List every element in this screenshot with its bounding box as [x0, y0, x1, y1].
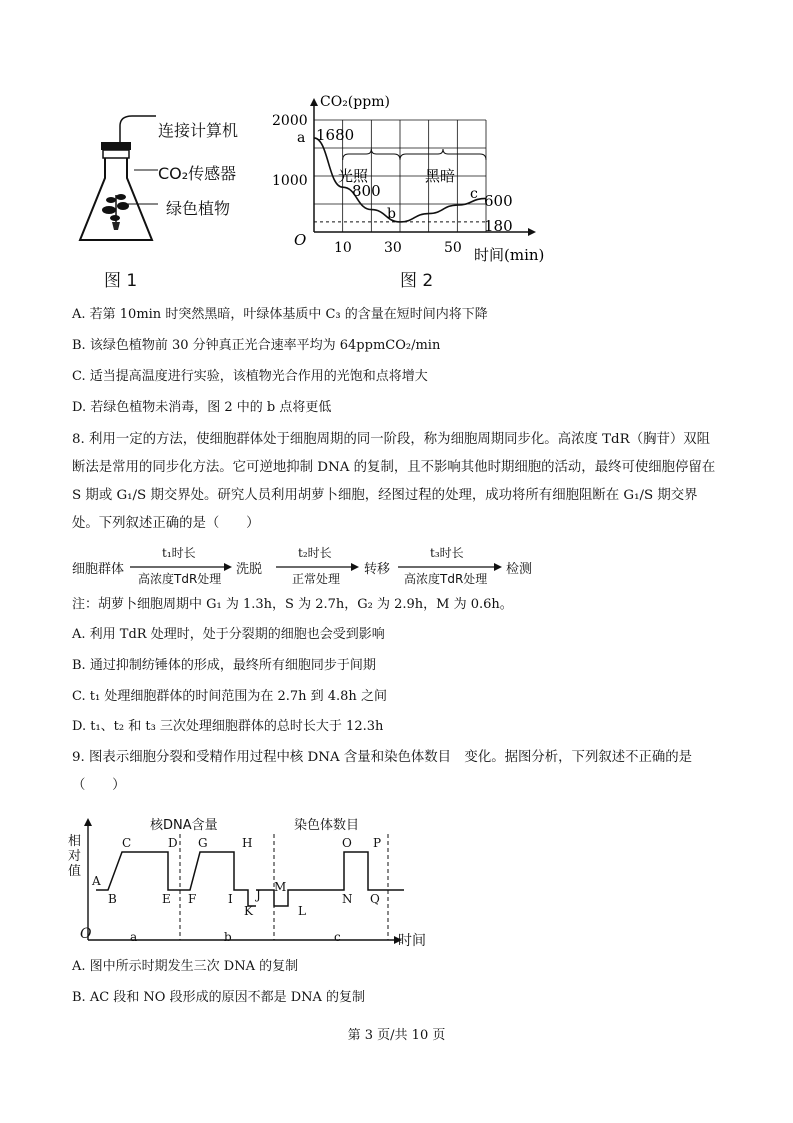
point-label: B [108, 892, 117, 906]
phase-label: c [334, 930, 341, 944]
q9-stem: 9. 图表示细胞分裂和受精作用过程中核 DNA 含量和染色体数目 变化。据图分析，下列叙述不正确的是（ ） [72, 750, 693, 793]
point-label: I [228, 892, 233, 906]
figure-2 [270, 92, 560, 282]
y-axis-title: 相对值 [68, 834, 82, 879]
q8-flow-diagram [72, 546, 542, 586]
flow-step-detect: 检测 [506, 562, 533, 577]
flow-arrow-1-bottom: 高浓度TdR处理 [138, 572, 222, 586]
sensor-label: CO₂传感器 [158, 164, 237, 183]
plant-label: 绿色植物 [166, 199, 231, 218]
flow-step-cells: 细胞群体 [72, 562, 125, 577]
y-tick-2000: 2000 [272, 113, 308, 129]
point-label: Q [370, 892, 380, 906]
value-800-label: 800 [352, 182, 381, 200]
x-tick-30: 30 [384, 240, 402, 256]
q9-option-a: A. 图中所示时期发生三次 DNA 的复制 [72, 959, 299, 974]
dna-title: 核DNA含量 [150, 818, 218, 833]
x-tick-10: 10 [334, 240, 352, 256]
q8-option-b: B. 通过抑制纺锤体的形成，最终所有细胞同步于间期 [72, 658, 376, 673]
point-label: E [162, 892, 171, 906]
x-axis-arrow [528, 228, 536, 236]
point-c-label: c [470, 186, 478, 202]
x-axis-title: 时间 [398, 933, 426, 949]
origin-label: O [80, 926, 92, 942]
point-label: O [342, 836, 352, 850]
q9-chart [68, 812, 448, 952]
q7-option-a: A. 若第 10min 时突然黑暗，叶绿体基质中 C₃ 的含量在短时间内将下降 [72, 307, 488, 322]
page-footer: 第 3 页/共 10 页 [347, 1028, 446, 1043]
point-label: A [92, 874, 101, 888]
figure-1-caption: 图 1 [104, 271, 138, 291]
flow-arrow-1-top: t₁时长 [162, 546, 196, 560]
point-label: J [256, 888, 261, 902]
x-axis-title: 时间(min) [474, 246, 545, 264]
dark-label: 黑暗 [425, 167, 456, 185]
flow-step-wash: 洗脱 [236, 562, 263, 577]
flow-arrow-3-bottom: 高浓度TdR处理 [404, 572, 488, 586]
flow-arrow-3-top: t₃时长 [430, 546, 464, 560]
q8-option-c: C. t₁ 处理细胞群体的时间范围为在 2.7h 到 4.8h 之间 [72, 689, 387, 704]
y-tick-1000: 1000 [272, 173, 308, 189]
point-label: D [168, 836, 178, 850]
point-label: C [122, 836, 132, 850]
dark-brace [400, 149, 486, 160]
co2-chart [270, 92, 560, 272]
y-axis-title: CO₂(ppm) [320, 94, 390, 110]
figure-2-caption: 图 2 [400, 271, 434, 291]
q7-option-c: C. 适当提高温度进行实验，该植物光合作用的光饱和点将增大 [72, 369, 428, 384]
value-1680-label: 1680 [316, 126, 355, 144]
flow-arrow-2-top: t₂时长 [298, 546, 332, 560]
point-label: H [242, 836, 253, 850]
point-label: L [298, 904, 306, 918]
point-label: K [244, 904, 253, 918]
y-axis-arrow [310, 98, 318, 106]
q8-stem: 8. 利用一定的方法，使细胞群体处于细胞周期的同一阶段，称为细胞周期同步化。高浓度 TdR（胸苷）双阻断法是常用的同步化方法。它可逆地抑制 DNA 的复制，且不影响其他时期细胞的活动，最终可使细胞停留在 S 期或 G₁/S 期交界处。研究人员利用胡萝卜细胞，经图过程的处理，成功将所有细胞阻断在 G₁/S 期交界处。下列叙述正确的是（ ） [72, 432, 716, 531]
point-label: F [188, 892, 197, 906]
chromosome-curve [256, 852, 404, 906]
figure-1 [60, 100, 270, 290]
computer-label: 连接计算机 [158, 121, 239, 140]
flow-step-transfer: 转移 [364, 562, 391, 577]
point-b-label: b [387, 206, 396, 222]
point-label: N [342, 892, 353, 906]
point-label: M [274, 880, 287, 894]
value-600-label: 600 [484, 192, 513, 210]
q9-option-b: B. AC 段和 NO 段形成的原因不都是 DNA 的复制 [72, 990, 366, 1005]
q7-option-d: D. 若绿色植物未消毒，图 2 中的 b 点将更低 [72, 400, 332, 415]
flow-arrow-2-bottom: 正常处理 [292, 572, 341, 586]
q8-option-d: D. t₁、t₂ 和 t₃ 三次处理细胞群体的总时长大于 12.3h [72, 719, 384, 734]
q7-option-b: B. 该绿色植物前 30 分钟真正光合速率平均为 64ppmCO₂/min [72, 338, 441, 353]
q8-note: 注：胡萝卜细胞周期中 G₁ 为 1.3h，S 为 2.7h，G₂ 为 2.9h，M 为 0.6h。 [72, 597, 513, 612]
phase-label: a [130, 930, 138, 944]
phase-label: b [224, 930, 232, 944]
point-a-label: a [297, 130, 306, 146]
point-label: P [373, 836, 382, 850]
light-label: 光照 [338, 167, 369, 185]
x-tick-50: 50 [444, 240, 462, 256]
q8-option-a: A. 利用 TdR 处理时，处于分裂期的细胞也会受到影响 [72, 627, 385, 642]
origin-label: O [294, 231, 307, 249]
chromosome-title: 染色体数目 [294, 818, 360, 833]
value-180-label: 180 [484, 217, 513, 235]
point-label: G [198, 836, 208, 850]
